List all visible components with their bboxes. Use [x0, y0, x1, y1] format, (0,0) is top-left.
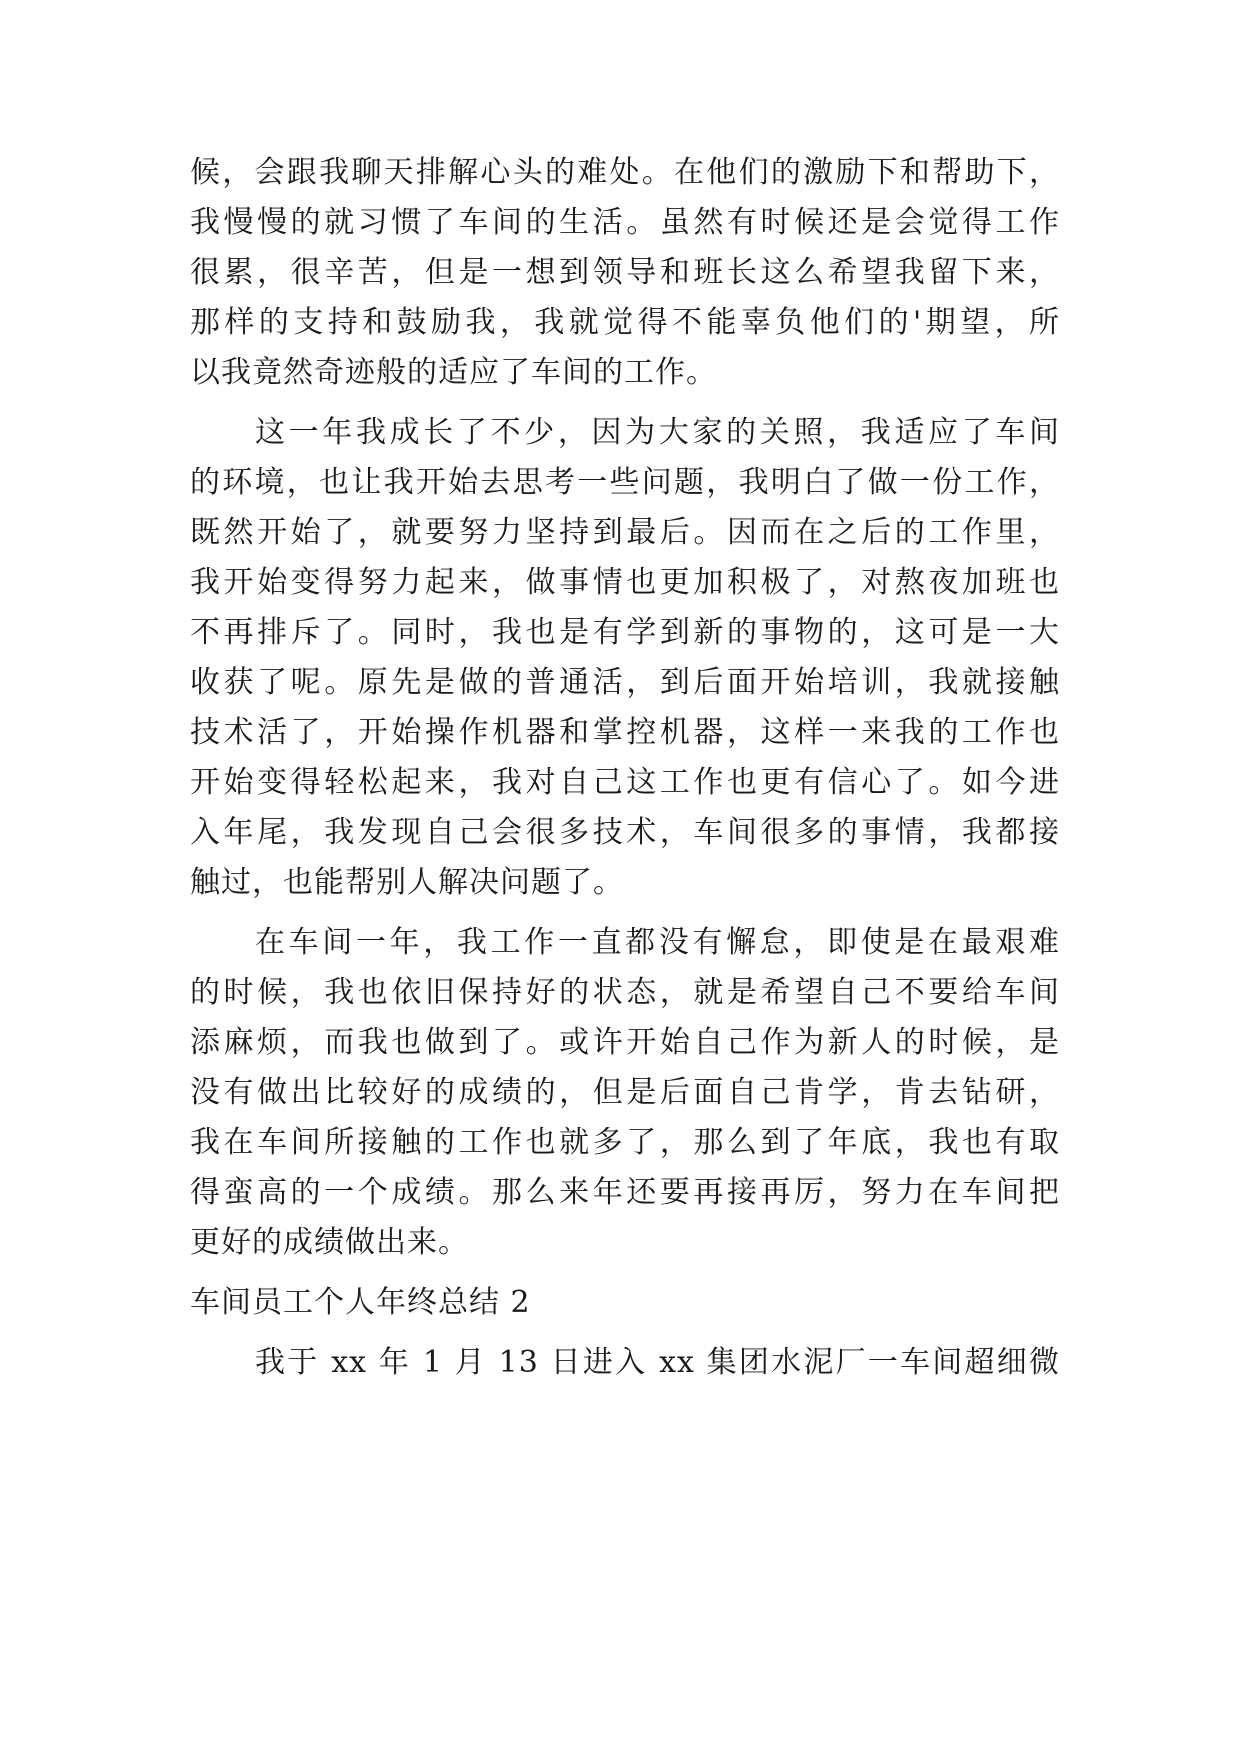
- text-line: 触过，也能帮别人解决问题了。: [190, 865, 624, 900]
- text-line: 的环境，也让我开始去思考一些问题，我明白了做一份工作，: [190, 465, 1060, 500]
- text-line: 那样的支持和鼓励我，我就觉得不能辜负他们的'期望，所: [190, 305, 1060, 340]
- text-line: 技术活了，开始操作机器和掌控机器，这样一来我的工作也: [190, 715, 1060, 750]
- text-line: 不再排斥了。同时，我也是有学到新的事物的，这可是一大: [190, 615, 1060, 650]
- text-line: 很累，很辛苦，但是一想到领导和班长这么希望我留下来，: [190, 255, 1060, 290]
- text-line: 的时候，我也依旧保持好的状态，就是希望自己不要给车间: [190, 975, 1060, 1010]
- text-line: 更好的成绩做出来。: [190, 1225, 469, 1260]
- section-title: 车间员工个人年终总结 2: [190, 1285, 531, 1320]
- text-line: 入年尾，我发现自己会很多技术，车间很多的事情，我都接: [190, 815, 1060, 850]
- text-line: 收获了呢。原先是做的普通活，到后面开始培训，我就接触: [190, 665, 1060, 700]
- text-line: 这一年我成长了不少，因为大家的关照，我适应了车间: [255, 415, 1060, 450]
- text-line: 我在车间所接触的工作也就多了，那么到了年底，我也有取: [190, 1125, 1060, 1160]
- text-line: 我慢慢的就习惯了车间的生活。虽然有时候还是会觉得工作: [190, 205, 1060, 240]
- text-line: 得蛮高的一个成绩。那么来年还要再接再厉，努力在车间把: [190, 1175, 1060, 1210]
- text-line: 开始变得轻松起来，我对自己这工作也更有信心了。如今进: [190, 765, 1060, 800]
- text-line: 既然开始了，就要努力坚持到最后。因而在之后的工作里，: [190, 515, 1060, 550]
- text-line: 在车间一年，我工作一直都没有懈怠，即使是在最艰难: [255, 925, 1060, 960]
- text-line: 我于 xx 年 1 月 13 日进入 xx 集团水泥厂一车间超细微: [255, 1345, 1060, 1380]
- text-line: 没有做出比较好的成绩的，但是后面自己肯学，肯去钻研，: [190, 1075, 1060, 1110]
- text-line: 以我竟然奇迹般的适应了车间的工作。: [190, 355, 717, 390]
- text-line: 我开始变得努力起来，做事情也更加积极了，对熬夜加班也: [190, 565, 1060, 600]
- text-line: 候，会跟我聊天排解心头的难处。在他们的激励下和帮助下，: [190, 155, 1060, 190]
- text-line: 添麻烦，而我也做到了。或许开始自己作为新人的时候，是: [190, 1025, 1060, 1060]
